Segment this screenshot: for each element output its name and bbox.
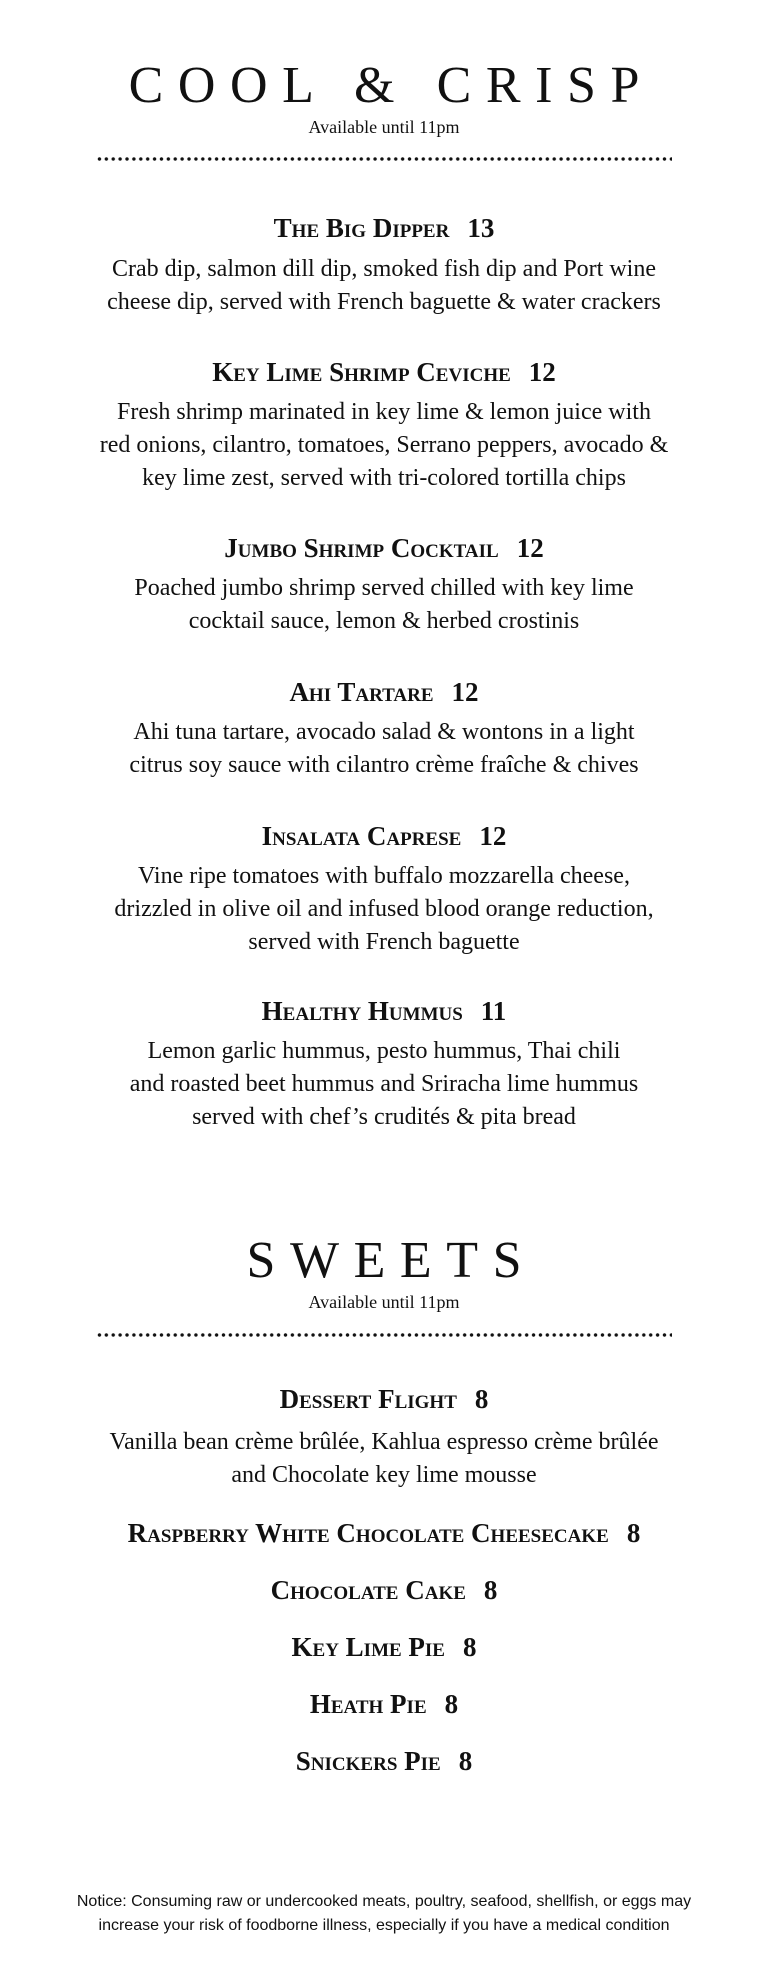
food-safety-notice: Notice: Consuming raw or undercooked meats, poultry, seafood, shellfish, or eggs may increase your risk of foodborne illness, especially if you have a medical condition: [76, 1893, 692, 1934]
menu-item-price: 12: [451, 677, 479, 707]
menu-item-price: 8: [483, 1575, 498, 1605]
menu-item-price: 8: [626, 1518, 641, 1548]
menu-item-price: 8: [474, 1384, 489, 1414]
menu-item-price: 12: [516, 533, 544, 563]
menu-item-name: Raspberry White Chocolate Cheesecake 8: [127, 1518, 641, 1548]
dotted-divider: [96, 1333, 672, 1337]
menu-item-name: Chocolate Cake 8: [270, 1575, 498, 1605]
menu-item-name: Dessert Flight 8: [279, 1384, 489, 1414]
menu-item-description: Crab dip, salmon dill dip, smoked fish dip and Port wine cheese dip, served with French baguette & water crackers: [107, 256, 661, 315]
menu-item-description: Ahi tuna tartare, avocado salad & wontons in a light citrus soy sauce with cilantro crème fraîche & chives: [129, 719, 639, 778]
menu-item-description: Fresh shrimp marinated in key lime & lemon juice with red onions, cilantro, tomatoes, Serrano peppers, avocado & key lime zest, served with tri-colored tortilla chips: [99, 399, 669, 491]
availability-note: Available until 11pm: [308, 117, 460, 137]
menu-item-price: 11: [480, 996, 507, 1026]
menu-item-name: Jumbo Shrimp Cocktail 12: [224, 533, 544, 563]
menu-item-name: Insalata Caprese 12: [261, 821, 507, 851]
menu-item-price: 12: [479, 821, 507, 851]
menu-item-description: Vine ripe tomatoes with buffalo mozzarella cheese, drizzled in olive oil and infused blood orange reduction, served with French baguette: [114, 863, 654, 955]
menu-item-price: 8: [462, 1632, 477, 1662]
menu-item-price: 13: [467, 213, 495, 243]
menu-item-description: Lemon garlic hummus, pesto hummus, Thai chili and roasted beet hummus and Sriracha lime hummus served with chef’s crudités & pita bread: [129, 1038, 639, 1130]
menu-item-name: Key Lime Pie 8: [291, 1632, 477, 1662]
menu-item-price: 8: [458, 1746, 473, 1776]
menu-item-description: Poached jumbo shrimp served chilled with key lime cocktail sauce, lemon & herbed crostinis: [134, 575, 634, 634]
menu-item-price: 12: [528, 357, 556, 387]
menu-item-name: Heath Pie 8: [309, 1689, 459, 1719]
menu-item-description: Vanilla bean crème brûlée, Kahlua espresso crème brûlée and Chocolate key lime mousse: [109, 1429, 659, 1488]
availability-note: Available until 11pm: [308, 1292, 460, 1312]
menu-item-name: Healthy Hummus 11: [261, 996, 507, 1026]
menu-item-price: 8: [444, 1689, 459, 1719]
menu-item-name: Key Lime Shrimp Ceviche 12: [212, 357, 556, 387]
menu-item-name: The Big Dipper 13: [273, 213, 495, 243]
menu-item-name: Snickers Pie 8: [295, 1746, 473, 1776]
section-title-cool-crisp: COOL & CRISP: [128, 57, 654, 114]
menu-item-name: Ahi Tartare 12: [289, 677, 479, 707]
section-title-sweets: SWEETS: [246, 1232, 537, 1289]
dotted-divider: [96, 157, 672, 161]
